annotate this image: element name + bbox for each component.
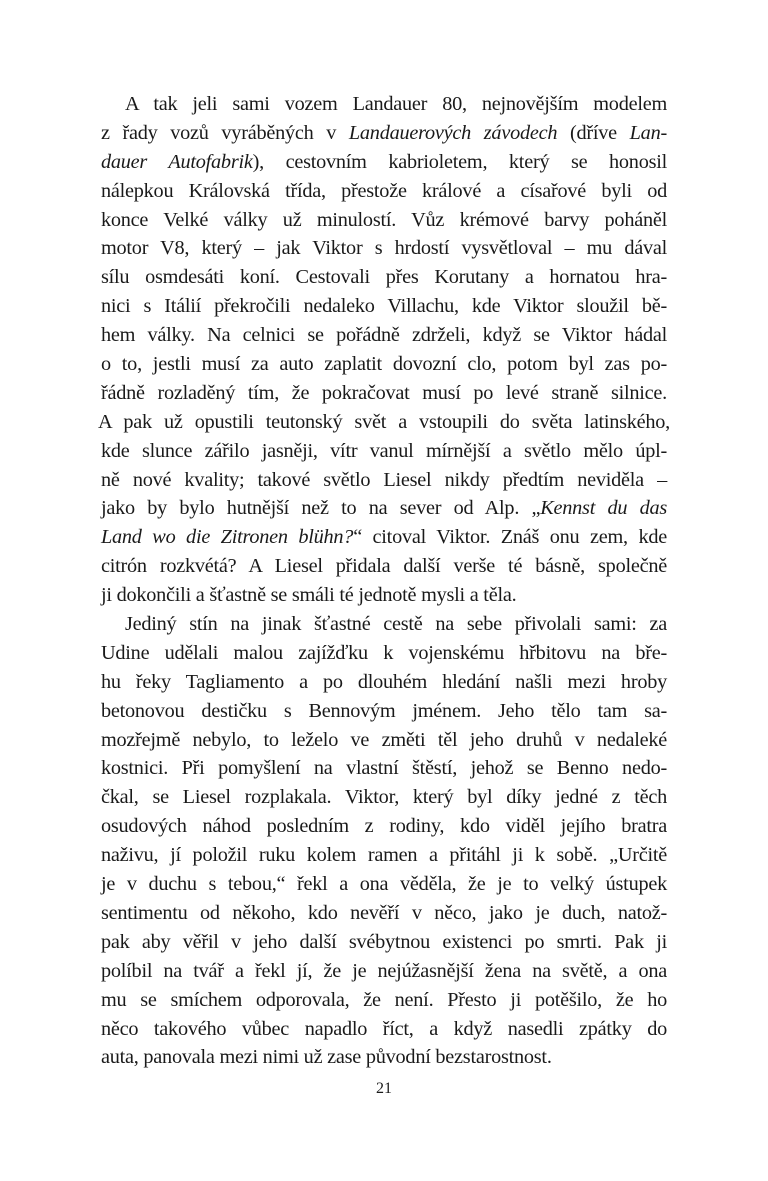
text-segment: o to, jestli musí za auto zaplatit dovozní clo, potom byl zas po- <box>101 353 667 376</box>
text-segment: (dříve <box>557 121 630 144</box>
text-segment: řádně rozladěný tím, že pokračovat musí po levé straně silnice. <box>101 381 667 404</box>
text-segment: Jediný stín na jinak šťastné cestě na sebe přivolali sami: za <box>125 613 667 636</box>
text-segment: je v duchu s tebou,“ řekl a ona věděla, že je to velký ústupek <box>101 873 667 896</box>
text-line <box>101 1043 667 1072</box>
text-line <box>101 90 667 119</box>
text-line <box>101 928 667 957</box>
text-segment: ji dokončili a šťastně se smáli té jednotě mysli a těla. <box>101 584 517 607</box>
text-line <box>101 957 667 986</box>
italic-text: dauer Autofabrik <box>101 150 253 173</box>
text-segment: A pak už opustili teutonský svět a vstoupili do světa latinského, <box>98 410 670 433</box>
text-line <box>101 292 667 321</box>
paragraph <box>101 610 667 1072</box>
page-number: 21 <box>376 1080 392 1097</box>
text-segment: kostnici. Při pomyšlení na vlastní štěstí, jehož se Benno nedo- <box>101 757 667 780</box>
text-line <box>101 437 667 466</box>
text-line <box>101 841 667 870</box>
italic-text: Landauerových závodech <box>348 121 558 144</box>
italic-text: Land wo die Zitronen blühn? <box>101 526 354 549</box>
text-segment: něco takového vůbec napadlo říct, a když nasedli zpátky do <box>101 1017 667 1040</box>
book-page-body <box>98 90 670 1072</box>
text-segment: betonovou destičku s Bennovým jménem. Jeho tělo tam sa- <box>101 699 667 722</box>
text-segment: ně nové kvality; takové světlo Liesel nikdy předtím neviděla – <box>101 468 667 491</box>
text-line <box>101 206 667 235</box>
text-line <box>101 870 667 899</box>
text-line <box>101 148 667 177</box>
text-segment: pak aby věřil v jeho další svébytnou existenci po smrti. Pak ji <box>101 930 667 953</box>
text-line <box>98 408 670 437</box>
text-segment: sentimentu od někoho, kdo nevěří v něco, jako je duch, natož- <box>101 901 667 924</box>
text-line <box>101 234 667 263</box>
text-segment: hem války. Na celnici se pořádně zdrželi, když se Viktor hádal <box>101 324 667 347</box>
text-segment: auta, panovala mezi nimi už zase původní bezstarostnost. <box>101 1046 552 1069</box>
text-segment: konce Velké války už minulostí. Vůz krémové barvy poháněl <box>101 208 667 231</box>
text-line <box>101 697 667 726</box>
text-segment: z řady vozů vyráběných v <box>101 121 349 144</box>
text-segment: jako by bylo hutnější než to na sever od Alp. „ <box>101 497 541 520</box>
text-segment: mu se smíchem odporovala, že není. Přesto ji potěšilo, že ho <box>101 988 667 1011</box>
text-line <box>101 986 667 1015</box>
text-line <box>101 379 667 408</box>
text-line <box>101 263 667 292</box>
text-segment: Udine udělali malou zajížďku k vojenskému hřbitovu na bře- <box>101 641 667 664</box>
text-segment: kde slunce zářilo jasněji, vítr vanul mírnější a světlo mělo úpl- <box>101 439 667 462</box>
text-line <box>101 668 667 697</box>
text-line <box>101 350 667 379</box>
text-line <box>101 523 667 552</box>
text-line <box>101 494 667 523</box>
text-segment: “ citoval Viktor. Znáš onu zem, kde <box>353 526 667 549</box>
italic-text: Lan- <box>629 121 667 144</box>
text-segment: hu řeky Tagliamento a po dlouhém hledání našli mezi hroby <box>101 670 667 693</box>
text-line <box>101 726 667 755</box>
text-line <box>101 119 667 148</box>
text-segment: A tak jeli sami vozem Landauer 80, nejnovějším modelem <box>125 93 667 115</box>
text-segment: nálepkou Královská třída, přestože králové a císařové byli od <box>101 179 667 202</box>
text-line <box>101 639 667 668</box>
paragraph <box>98 90 670 610</box>
text-line <box>101 610 667 639</box>
text-segment: nici s Itálií překročili nedaleko Villachu, kde Viktor sloužil bě- <box>101 295 667 318</box>
text-segment: osudových náhod posledním z rodiny, kdo viděl jejího bratra <box>101 815 667 838</box>
text-line <box>101 899 667 928</box>
text-segment: políbil na tvář a řekl jí, že je nejúžasnější žena na světě, a ona <box>101 959 667 982</box>
text-segment: ), cestovním kabrioletem, který se honosil <box>252 150 667 173</box>
text-line <box>101 581 667 610</box>
text-line <box>101 552 667 581</box>
text-line <box>101 754 667 783</box>
text-line <box>101 812 667 841</box>
text-segment: sílu osmdesáti koní. Cestovali přes Korutany a hornatou hra- <box>101 266 667 289</box>
text-line <box>101 1015 667 1044</box>
text-segment: motor V8, který – jak Viktor s hrdostí vysvětloval – mu dával <box>101 237 667 260</box>
text-segment: mozřejmě nebylo, to leželo ve změti těl jeho druhů v nedaleké <box>101 728 667 751</box>
text-segment: naživu, jí položil ruku kolem ramen a přitáhl ji k sobě. „Určitě <box>101 844 667 867</box>
text-segment: čkal, se Liesel rozplakala. Viktor, který byl díky jedné z těch <box>101 786 667 809</box>
italic-text: Kennst du das <box>540 497 667 520</box>
text-line <box>101 321 667 350</box>
text-line <box>101 783 667 812</box>
text-line <box>101 177 667 206</box>
text-segment: citrón rozkvétá? A Liesel přidala další verše té básně, společně <box>101 555 667 578</box>
text-line <box>101 466 667 495</box>
